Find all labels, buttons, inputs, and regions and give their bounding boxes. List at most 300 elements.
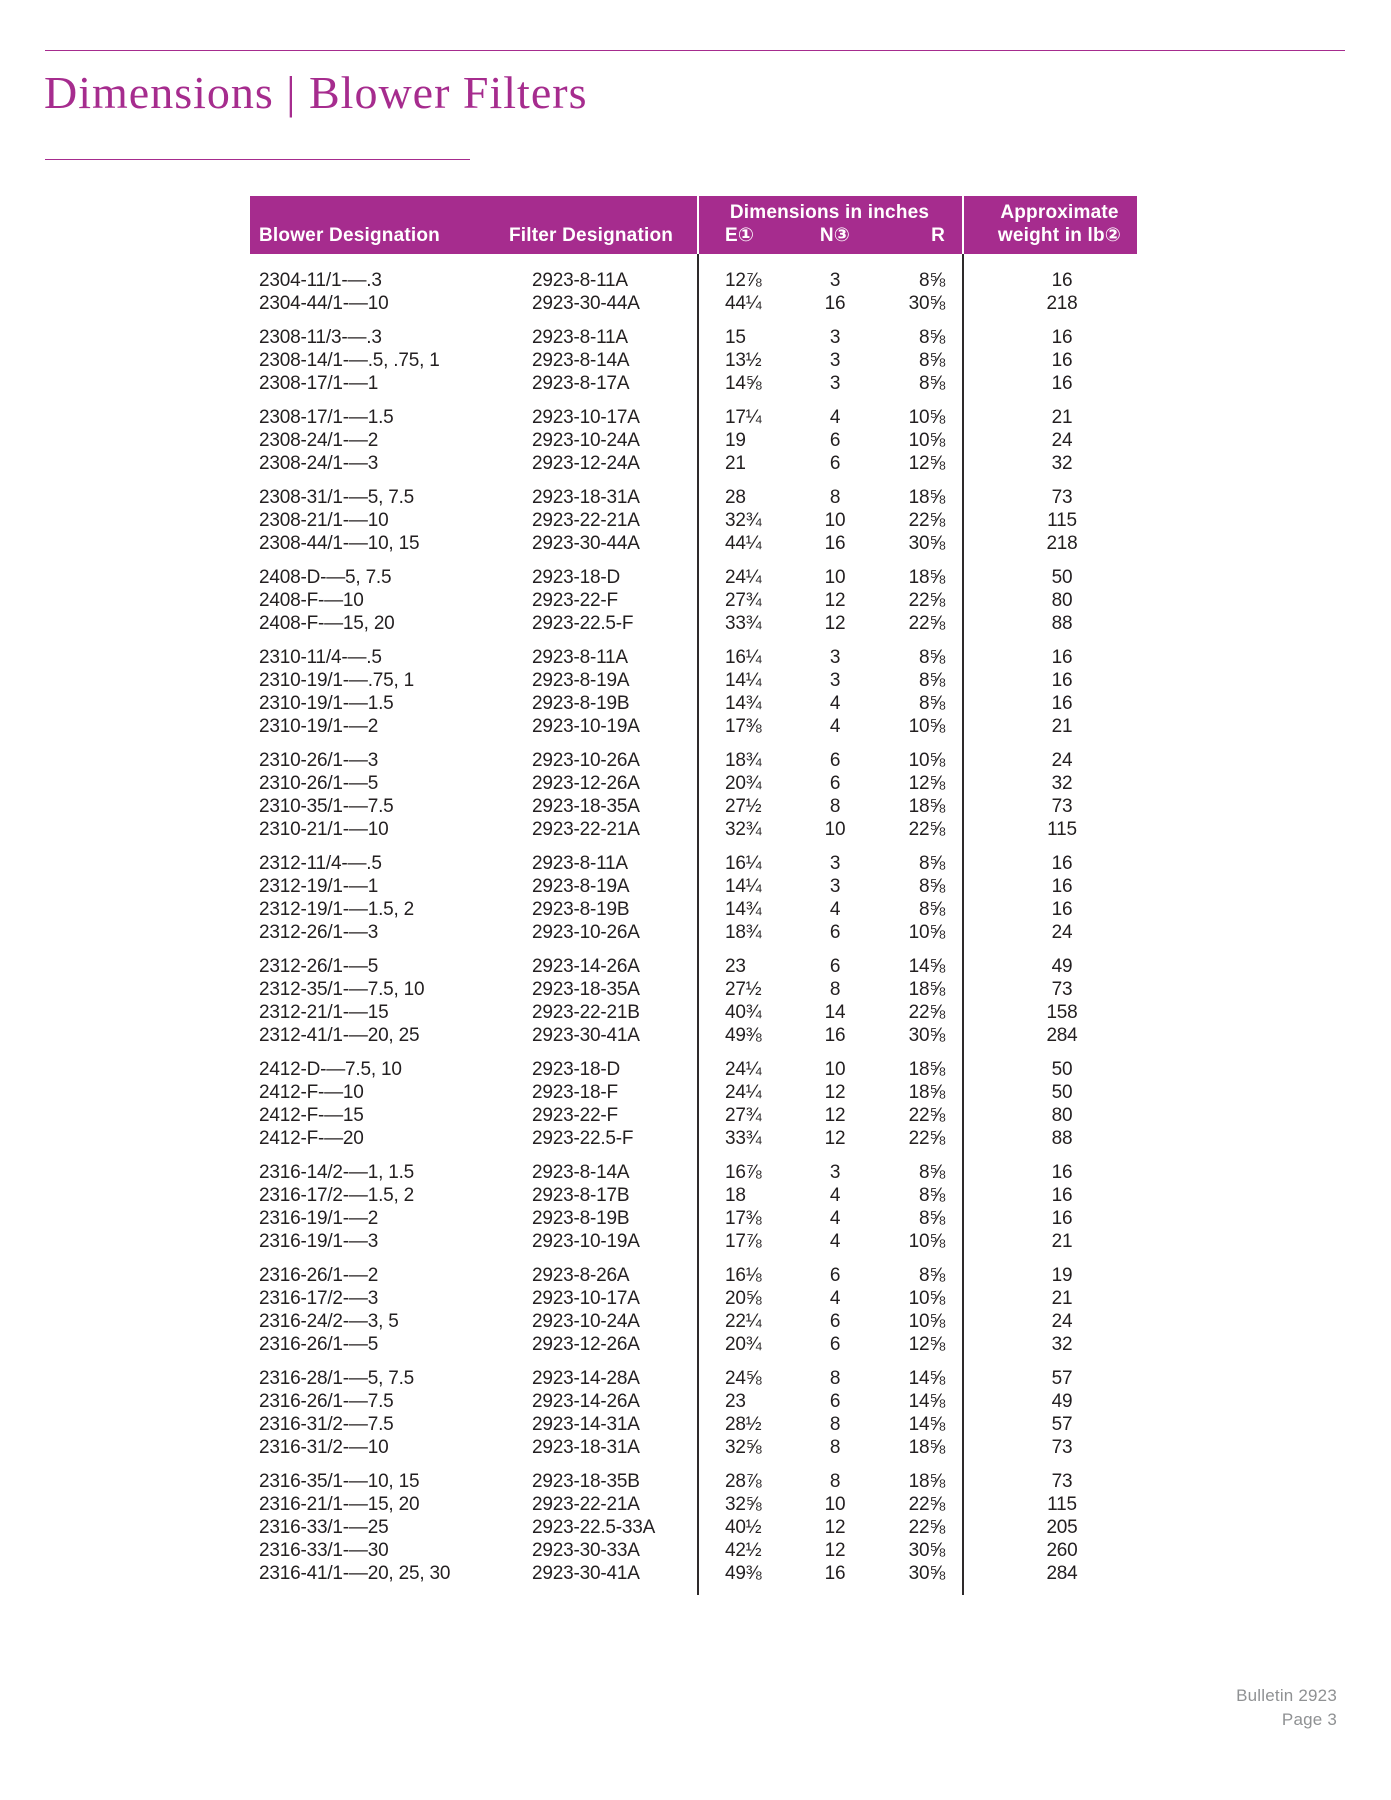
r-cell: 18⅝ xyxy=(908,487,945,508)
r-cell: 8⅝ xyxy=(918,647,945,668)
weight-cell: 80 xyxy=(1051,590,1073,611)
blower-cell: 2312-21/1-—15 xyxy=(259,1002,389,1023)
row-group xyxy=(250,406,1137,475)
table-row xyxy=(250,406,1137,429)
r-cell: 30⅝ xyxy=(908,293,945,314)
weight-cell: 21 xyxy=(1051,1288,1073,1309)
e-cell: 28 xyxy=(725,487,746,508)
r-cell: 10⅝ xyxy=(908,430,945,451)
weight-cell: 16 xyxy=(1051,876,1073,897)
e-cell: 28½ xyxy=(725,1414,762,1435)
blower-cell: 2312-11/4-—.5 xyxy=(259,853,382,874)
r-cell: 22⅝ xyxy=(908,1494,945,1515)
blower-cell: 2310-19/1-—.75, 1 xyxy=(259,670,415,691)
n-cell: 4 xyxy=(829,407,841,428)
e-cell: 44¼ xyxy=(725,293,762,314)
weight-cell: 115 xyxy=(1047,1494,1077,1515)
r-cell: 22⅝ xyxy=(908,1517,945,1538)
e-cell: 27¾ xyxy=(725,590,762,611)
page-footer xyxy=(1236,1684,1337,1732)
filter-cell: 2923-10-26A xyxy=(532,922,640,943)
weight-cell: 205 xyxy=(1046,1517,1078,1538)
weight-cell: 158 xyxy=(1046,1002,1078,1023)
filter-cell: 2923-8-19B xyxy=(532,1208,630,1229)
table-header xyxy=(250,196,1137,254)
blower-cell: 2412-F-—10 xyxy=(259,1082,364,1103)
table-row xyxy=(250,646,1137,669)
col-header-n: N③ xyxy=(819,225,851,246)
filter-cell: 2923-8-19B xyxy=(532,693,630,714)
filter-cell: 2923-18-35A xyxy=(532,979,640,1000)
footer-page-number: Page 3 xyxy=(1281,1710,1337,1729)
blower-cell: 2316-28/1-—5, 7.5 xyxy=(259,1368,415,1389)
n-cell: 14 xyxy=(824,1002,846,1023)
row-group xyxy=(250,1470,1137,1585)
n-cell: 3 xyxy=(829,373,841,394)
filter-cell: 2923-10-24A xyxy=(532,430,640,451)
filter-cell: 2923-18-D xyxy=(532,1059,620,1080)
r-cell: 8⅝ xyxy=(918,693,945,714)
e-cell: 14¾ xyxy=(725,899,762,920)
row-group xyxy=(250,486,1137,555)
weight-cell: 24 xyxy=(1051,750,1073,771)
blower-cell: 2412-F-—15 xyxy=(259,1105,364,1126)
e-cell: 20¾ xyxy=(725,773,762,794)
weight-cell: 21 xyxy=(1051,407,1073,428)
weight-cell: 115 xyxy=(1047,819,1077,840)
weight-cell: 88 xyxy=(1051,1128,1073,1149)
e-cell: 20⅝ xyxy=(725,1288,762,1309)
col-header-e: E① xyxy=(725,225,755,246)
title-underline-rule xyxy=(45,159,470,160)
r-cell: 18⅝ xyxy=(908,979,945,1000)
table-row xyxy=(250,429,1137,452)
n-cell: 12 xyxy=(824,1540,846,1561)
n-cell: 6 xyxy=(829,1265,841,1286)
r-cell: 30⅝ xyxy=(908,1540,945,1561)
blower-cell: 2316-21/1-—15, 20 xyxy=(259,1494,420,1515)
filter-cell: 2923-8-17A xyxy=(532,373,630,394)
n-cell: 6 xyxy=(829,956,841,977)
col-header-weight-line1: Approximate xyxy=(1000,202,1119,223)
weight-cell: 73 xyxy=(1051,1437,1073,1458)
n-cell: 6 xyxy=(829,1334,841,1355)
weight-cell: 32 xyxy=(1051,453,1073,474)
r-cell: 30⅝ xyxy=(908,1563,945,1584)
n-cell: 4 xyxy=(829,1231,841,1252)
dimensions-table xyxy=(250,196,1137,1595)
e-cell: 14⅝ xyxy=(725,373,762,394)
table-row xyxy=(250,1287,1137,1310)
table-row xyxy=(250,1001,1137,1024)
weight-cell: 57 xyxy=(1051,1414,1073,1435)
n-cell: 8 xyxy=(829,487,841,508)
blower-cell: 2304-44/1-—10 xyxy=(259,293,389,314)
e-cell: 32⅝ xyxy=(725,1437,762,1458)
table-row xyxy=(250,1413,1137,1436)
col-header-r: R xyxy=(931,225,945,246)
blower-cell: 2312-26/1-—3 xyxy=(259,922,379,943)
filter-cell: 2923-8-14A xyxy=(532,1162,630,1183)
e-cell: 23 xyxy=(725,956,746,977)
e-cell: 44¼ xyxy=(725,533,762,554)
weight-cell: 21 xyxy=(1051,1231,1073,1252)
n-cell: 4 xyxy=(829,1288,841,1309)
weight-cell: 24 xyxy=(1051,430,1073,451)
table-row xyxy=(250,921,1137,944)
r-cell: 8⅝ xyxy=(918,373,945,394)
blower-cell: 2316-19/1-—2 xyxy=(259,1208,379,1229)
filter-cell: 2923-10-17A xyxy=(532,1288,640,1309)
n-cell: 12 xyxy=(824,590,846,611)
filter-cell: 2923-8-19A xyxy=(532,876,630,897)
table-row xyxy=(250,326,1137,349)
weight-cell: 57 xyxy=(1051,1368,1073,1389)
r-cell: 8⅝ xyxy=(918,853,945,874)
e-cell: 27¾ xyxy=(725,1105,762,1126)
r-cell: 8⅝ xyxy=(918,350,945,371)
r-cell: 8⅝ xyxy=(918,876,945,897)
e-cell: 21 xyxy=(725,453,746,474)
r-cell: 12⅝ xyxy=(908,453,945,474)
weight-cell: 19 xyxy=(1051,1265,1073,1286)
r-cell: 8⅝ xyxy=(918,1162,945,1183)
weight-cell: 73 xyxy=(1051,1471,1073,1492)
r-cell: 10⅝ xyxy=(908,716,945,737)
table-row xyxy=(250,1367,1137,1390)
r-cell: 14⅝ xyxy=(908,1391,945,1412)
e-cell: 18¾ xyxy=(725,922,762,943)
row-group xyxy=(250,1264,1137,1356)
n-cell: 10 xyxy=(824,819,846,840)
blower-cell: 2316-24/2-—3, 5 xyxy=(259,1311,399,1332)
weight-cell: 16 xyxy=(1051,670,1073,691)
r-cell: 14⅝ xyxy=(908,956,945,977)
table-row xyxy=(250,452,1137,475)
n-cell: 8 xyxy=(829,1368,841,1389)
filter-cell: 2923-12-26A xyxy=(532,1334,640,1355)
e-cell: 49⅜ xyxy=(725,1025,762,1046)
n-cell: 3 xyxy=(829,876,841,897)
e-cell: 27½ xyxy=(725,796,762,817)
weight-cell: 49 xyxy=(1051,1391,1073,1412)
table-row xyxy=(250,1058,1137,1081)
r-cell: 18⅝ xyxy=(908,1082,945,1103)
weight-cell: 24 xyxy=(1051,922,1073,943)
n-cell: 16 xyxy=(824,293,846,314)
table-body xyxy=(250,254,1137,1595)
blower-cell: 2310-26/1-—3 xyxy=(259,750,379,771)
table-row xyxy=(250,292,1137,315)
row-group xyxy=(250,1161,1137,1253)
n-cell: 3 xyxy=(829,853,841,874)
e-cell: 13½ xyxy=(725,350,762,371)
blower-cell: 2316-26/1-—7.5 xyxy=(259,1391,394,1412)
n-cell: 8 xyxy=(829,1414,841,1435)
e-cell: 27½ xyxy=(725,979,762,1000)
n-cell: 8 xyxy=(829,979,841,1000)
weight-cell: 16 xyxy=(1051,1185,1073,1206)
n-cell: 3 xyxy=(829,1162,841,1183)
e-cell: 12⅞ xyxy=(725,270,762,291)
n-cell: 6 xyxy=(829,922,841,943)
filter-cell: 2923-12-24A xyxy=(532,453,640,474)
filter-cell: 2923-12-26A xyxy=(532,773,640,794)
table-row xyxy=(250,1161,1137,1184)
filter-cell: 2923-8-26A xyxy=(532,1265,630,1286)
n-cell: 6 xyxy=(829,1391,841,1412)
weight-cell: 16 xyxy=(1051,350,1073,371)
weight-cell: 32 xyxy=(1051,1334,1073,1355)
r-cell: 22⅝ xyxy=(908,613,945,634)
e-cell: 24⅝ xyxy=(725,1368,762,1389)
filter-cell: 2923-14-31A xyxy=(532,1414,640,1435)
r-cell: 22⅝ xyxy=(908,590,945,611)
r-cell: 12⅝ xyxy=(908,773,945,794)
n-cell: 4 xyxy=(829,899,841,920)
blower-cell: 2412-D-—7.5, 10 xyxy=(259,1059,402,1080)
table-row xyxy=(250,269,1137,292)
table-row xyxy=(250,372,1137,395)
weight-cell: 16 xyxy=(1051,693,1073,714)
table-row xyxy=(250,1264,1137,1287)
blower-cell: 2312-35/1-—7.5, 10 xyxy=(259,979,425,1000)
n-cell: 6 xyxy=(829,430,841,451)
e-cell: 18¾ xyxy=(725,750,762,771)
e-cell: 33¾ xyxy=(725,1128,762,1149)
e-cell: 16¼ xyxy=(725,853,762,874)
n-cell: 16 xyxy=(824,1563,846,1584)
table-row xyxy=(250,1436,1137,1459)
n-cell: 4 xyxy=(829,1208,841,1229)
e-cell: 17⅜ xyxy=(725,716,762,737)
filter-cell: 2923-8-17B xyxy=(532,1185,630,1206)
weight-cell: 73 xyxy=(1051,487,1073,508)
blower-cell: 2310-35/1-—7.5 xyxy=(259,796,394,817)
blower-cell: 2308-24/1-—3 xyxy=(259,453,379,474)
n-cell: 10 xyxy=(824,510,846,531)
weight-cell: 80 xyxy=(1051,1105,1073,1126)
filter-cell: 2923-10-26A xyxy=(532,750,640,771)
col-header-filter: Filter Designation xyxy=(509,225,674,246)
table-row xyxy=(250,1562,1137,1585)
table-row xyxy=(250,532,1137,555)
n-cell: 4 xyxy=(829,693,841,714)
weight-cell: 73 xyxy=(1051,796,1073,817)
weight-cell: 21 xyxy=(1051,716,1073,737)
r-cell: 14⅝ xyxy=(908,1414,945,1435)
n-cell: 8 xyxy=(829,1437,841,1458)
filter-cell: 2923-18-31A xyxy=(532,1437,640,1458)
e-cell: 40½ xyxy=(725,1517,762,1538)
filter-cell: 2923-22-F xyxy=(532,590,618,611)
row-group xyxy=(250,326,1137,395)
r-cell: 18⅝ xyxy=(908,567,945,588)
blower-cell: 2312-19/1-—1 xyxy=(259,876,379,897)
blower-cell: 2408-D-—5, 7.5 xyxy=(259,567,392,588)
r-cell: 8⅝ xyxy=(918,327,945,348)
table-row xyxy=(250,1184,1137,1207)
blower-cell: 2316-26/1-—5 xyxy=(259,1334,379,1355)
blower-cell: 2316-26/1-—2 xyxy=(259,1265,379,1286)
r-cell: 22⅝ xyxy=(908,1002,945,1023)
r-cell: 18⅝ xyxy=(908,1437,945,1458)
weight-cell: 16 xyxy=(1051,327,1073,348)
e-cell: 42½ xyxy=(725,1540,762,1561)
blower-cell: 2316-14/2-—1, 1.5 xyxy=(259,1162,415,1183)
filter-cell: 2923-30-44A xyxy=(532,533,640,554)
table-row xyxy=(250,978,1137,1001)
blower-cell: 2316-33/1-—25 xyxy=(259,1517,389,1538)
e-cell: 32¾ xyxy=(725,510,762,531)
table-row xyxy=(250,612,1137,635)
filter-cell: 2923-8-11A xyxy=(532,327,628,348)
table-row xyxy=(250,589,1137,612)
e-cell: 16⅞ xyxy=(725,1162,762,1183)
weight-cell: 16 xyxy=(1051,1208,1073,1229)
table-row xyxy=(250,1539,1137,1562)
weight-cell: 16 xyxy=(1051,373,1073,394)
r-cell: 22⅝ xyxy=(908,1128,945,1149)
weight-cell: 73 xyxy=(1051,979,1073,1000)
weight-cell: 50 xyxy=(1051,567,1073,588)
table-row xyxy=(250,1333,1137,1356)
row-group xyxy=(250,749,1137,841)
e-cell: 22¼ xyxy=(725,1311,762,1332)
blower-cell: 2308-14/1-—.5, .75, 1 xyxy=(259,350,440,371)
body-divider-1 xyxy=(697,254,699,1595)
blower-cell: 2312-26/1-—5 xyxy=(259,956,379,977)
filter-cell: 2923-18-35A xyxy=(532,796,640,817)
weight-cell: 16 xyxy=(1051,853,1073,874)
table-row xyxy=(250,1104,1137,1127)
weight-cell: 218 xyxy=(1046,533,1078,554)
blower-cell: 2310-26/1-—5 xyxy=(259,773,379,794)
blower-cell: 2310-11/4-—.5 xyxy=(259,647,382,668)
row-group xyxy=(250,566,1137,635)
body-divider-2 xyxy=(962,254,964,1595)
blower-cell: 2408-F-—10 xyxy=(259,590,364,611)
r-cell: 22⅝ xyxy=(908,1105,945,1126)
filter-cell: 2923-8-14A xyxy=(532,350,630,371)
r-cell: 10⅝ xyxy=(908,922,945,943)
filter-cell: 2923-18-F xyxy=(532,1082,618,1103)
weight-cell: 49 xyxy=(1051,956,1073,977)
blower-cell: 2308-17/1-—1.5 xyxy=(259,407,394,428)
table-row xyxy=(250,692,1137,715)
blower-cell: 2308-21/1-—10 xyxy=(259,510,389,531)
filter-cell: 2923-30-44A xyxy=(532,293,640,314)
table-row xyxy=(250,1230,1137,1253)
table-row xyxy=(250,1493,1137,1516)
e-cell: 17⅜ xyxy=(725,1208,762,1229)
weight-cell: 260 xyxy=(1046,1540,1078,1561)
table-row xyxy=(250,1516,1137,1539)
blower-cell: 2308-11/3-—.3 xyxy=(259,327,382,348)
r-cell: 8⅝ xyxy=(918,1265,945,1286)
n-cell: 16 xyxy=(824,533,846,554)
filter-cell: 2923-18-D xyxy=(532,567,620,588)
r-cell: 8⅝ xyxy=(918,899,945,920)
filter-cell: 2923-22.5-33A xyxy=(532,1517,656,1538)
table-row xyxy=(250,1127,1137,1150)
n-cell: 3 xyxy=(829,327,841,348)
col-header-dimensions-group: Dimensions in inches xyxy=(729,202,930,223)
e-cell: 28⅞ xyxy=(725,1471,762,1492)
e-cell: 14¼ xyxy=(725,876,762,897)
r-cell: 8⅝ xyxy=(918,1208,945,1229)
table-row xyxy=(250,566,1137,589)
blower-cell: 2304-11/1-—.3 xyxy=(259,270,382,291)
blower-cell: 2316-19/1-—3 xyxy=(259,1231,379,1252)
n-cell: 16 xyxy=(824,1025,846,1046)
top-divider-rule xyxy=(45,50,1345,51)
blower-cell: 2310-19/1-—1.5 xyxy=(259,693,394,714)
weight-cell: 24 xyxy=(1051,1311,1073,1332)
e-cell: 16⅛ xyxy=(725,1265,762,1286)
filter-cell: 2923-8-11A xyxy=(532,270,628,291)
e-cell: 24¼ xyxy=(725,1059,762,1080)
row-group xyxy=(250,955,1137,1047)
r-cell: 18⅝ xyxy=(908,796,945,817)
blower-cell: 2308-44/1-—10, 15 xyxy=(259,533,420,554)
table-row xyxy=(250,669,1137,692)
r-cell: 10⅝ xyxy=(908,1288,945,1309)
filter-cell: 2923-8-11A xyxy=(532,853,628,874)
filter-cell: 2923-22-21B xyxy=(532,1002,640,1023)
blower-cell: 2412-F-—20 xyxy=(259,1128,364,1149)
e-cell: 32¾ xyxy=(725,819,762,840)
r-cell: 30⅝ xyxy=(908,1025,945,1046)
blower-cell: 2308-31/1-—5, 7.5 xyxy=(259,487,415,508)
n-cell: 8 xyxy=(829,796,841,817)
e-cell: 49⅜ xyxy=(725,1563,762,1584)
weight-cell: 284 xyxy=(1046,1025,1078,1046)
table-row xyxy=(250,509,1137,532)
page-title: Dimensions | Blower Filters xyxy=(44,67,588,118)
row-group xyxy=(250,852,1137,944)
blower-cell: 2316-31/2-—10 xyxy=(259,1437,389,1458)
n-cell: 12 xyxy=(824,1105,846,1126)
col-header-weight-line2: weight in lb② xyxy=(997,225,1122,246)
n-cell: 12 xyxy=(824,1082,846,1103)
table-row xyxy=(250,875,1137,898)
row-group xyxy=(250,1367,1137,1459)
n-cell: 6 xyxy=(829,1311,841,1332)
weight-cell: 50 xyxy=(1051,1082,1073,1103)
filter-cell: 2923-22.5-F xyxy=(532,1128,634,1149)
r-cell: 8⅝ xyxy=(918,270,945,291)
r-cell: 10⅝ xyxy=(908,1231,945,1252)
e-cell: 33¾ xyxy=(725,613,762,634)
filter-cell: 2923-30-41A xyxy=(532,1025,640,1046)
weight-cell: 218 xyxy=(1046,293,1078,314)
n-cell: 4 xyxy=(829,716,841,737)
r-cell: 22⅝ xyxy=(908,510,945,531)
blower-cell: 2316-33/1-—30 xyxy=(259,1540,389,1561)
filter-cell: 2923-18-35B xyxy=(532,1471,640,1492)
e-cell: 14¼ xyxy=(725,670,762,691)
filter-cell: 2923-8-11A xyxy=(532,647,628,668)
e-cell: 23 xyxy=(725,1391,746,1412)
n-cell: 3 xyxy=(829,647,841,668)
r-cell: 8⅝ xyxy=(918,670,945,691)
e-cell: 40¾ xyxy=(725,1002,762,1023)
row-group xyxy=(250,1058,1137,1150)
weight-cell: 32 xyxy=(1051,773,1073,794)
blower-cell: 2310-21/1-—10 xyxy=(259,819,389,840)
filter-cell: 2923-8-19B xyxy=(532,899,630,920)
